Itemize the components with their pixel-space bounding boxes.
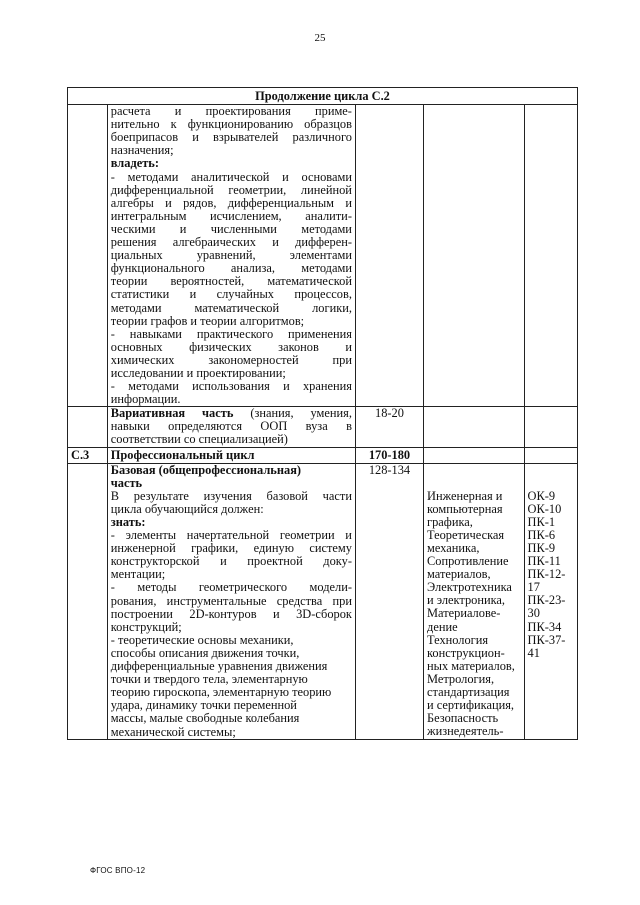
text-line: конструкций;: [110, 619, 182, 634]
competency-code: ПК-11: [527, 554, 561, 569]
text-line: цикла обучающийся должен:: [110, 501, 264, 516]
text-line: циальных уравнений, элементами: [110, 248, 352, 263]
text-line: назначения;: [110, 143, 174, 158]
text-line: решения алгебраических и дифферен-: [110, 235, 352, 250]
text-line: - элементы начертательной геометрии и: [110, 528, 352, 543]
discipline-line: материалов,: [427, 567, 491, 582]
continuation-row: [68, 105, 578, 407]
discipline-line: Безопасность: [427, 711, 499, 726]
professional-cycle-row: [68, 447, 578, 463]
page-number: 25: [314, 32, 326, 44]
text-line: массы, малые свободные колебания: [110, 711, 300, 726]
cycle-code: С.3: [68, 447, 108, 463]
text-line: механической системы;: [110, 724, 236, 739]
text-line: интегральным исчислением, аналити-: [110, 208, 352, 223]
text-line: дифференциальные уравнения движения: [110, 659, 328, 674]
text-line: (знания, умения,: [233, 406, 352, 421]
text-line: - методами аналитической и основами: [110, 169, 352, 184]
discipline-line: Материалове-: [427, 606, 501, 621]
competencies-cell: [524, 105, 577, 407]
base-part-row: [68, 463, 578, 739]
discipline-line: Сопротивление: [427, 554, 509, 569]
variative-hours: 18-20: [355, 407, 423, 447]
curriculum-table: [67, 87, 578, 740]
text-line: функционального анализа, методами: [110, 261, 352, 276]
code-cell: [68, 407, 108, 447]
variative-title: Вариативная часть: [110, 406, 234, 421]
discipline-line: жизнедеятель-: [427, 724, 504, 739]
text-line: исследовании и проектировании;: [110, 365, 286, 380]
text-line: способы описания движения точки,: [110, 645, 300, 660]
disciplines-cell: [424, 447, 525, 463]
discipline-line: компьютерная: [427, 501, 503, 516]
competency-code: ПК-34: [527, 619, 562, 634]
text-line: статистики и случайных процессов,: [110, 287, 352, 302]
base-text-cell: [107, 463, 355, 739]
discipline-line: Электротехника: [427, 580, 512, 595]
text-line: химических закономерностей при: [110, 352, 352, 367]
base-hours: 128-134: [355, 463, 423, 739]
hours-cell: [355, 105, 423, 407]
discipline-line: механика,: [427, 541, 480, 555]
text-line: конструкторской и проектной доку-: [110, 554, 352, 569]
text-line: точки и твердого тела, элементарную: [110, 672, 308, 687]
text-line: - методами использования и хранения: [110, 379, 352, 394]
competency-code: ПК-23-30: [527, 593, 566, 621]
text-line: ческими и численными методами: [110, 221, 352, 236]
base-title: часть: [110, 475, 143, 490]
discipline-line: графика,: [427, 514, 473, 529]
text-line: - методы геометрического модели-: [110, 580, 352, 595]
text-line: навыки определяются ООП вуза в: [110, 419, 352, 434]
text-line: ментации;: [110, 567, 166, 582]
discipline-line: Теоретическая: [427, 527, 505, 542]
text-line: теорию гироскопа, элементарную теорию: [110, 685, 332, 700]
code-cell: [68, 105, 108, 407]
text-line: дифференциальной геометрии, линейной: [110, 182, 352, 197]
code-cell: [68, 463, 108, 739]
table-header-row: [68, 88, 578, 105]
text-line: рования, инструментальные средства при: [110, 593, 352, 608]
disciplines-cell: [424, 463, 525, 739]
text-line: - навыками практического применения: [110, 326, 352, 341]
table-caption: Продолжение цикла С.2: [68, 88, 578, 105]
text-line: основных физических законов и: [110, 339, 352, 354]
competency-code: ОК-10: [527, 501, 562, 516]
text-line: теории графов и теории алгоритмов;: [110, 313, 305, 328]
competencies-cell: [524, 407, 577, 447]
competencies-cell: [524, 447, 577, 463]
variative-text-cell: [107, 407, 355, 447]
text-line: удара, динамику точки переменной: [110, 698, 297, 713]
competencies-cell: [524, 463, 577, 739]
discipline-line: Инженерная и: [427, 488, 503, 503]
discipline-line: ных материалов,: [427, 658, 515, 673]
competency-code: ОК-9: [527, 488, 556, 503]
text-line: расчета и проектирования приме-: [110, 104, 352, 119]
text-line: соответствии со специализацией): [110, 432, 288, 447]
variative-row: [68, 407, 578, 447]
competency-code: ПК-1: [527, 514, 556, 529]
text-line: информации.: [110, 392, 181, 407]
discipline-line: и сертификация,: [427, 698, 515, 713]
document-footer: ФГОС ВПО-12: [90, 866, 146, 875]
disciplines-cell: [424, 407, 525, 447]
competency-text-cell: [107, 105, 355, 407]
discipline-line: конструкцион-: [427, 645, 505, 660]
disciplines-cell: [424, 105, 525, 407]
text-line: боеприпасов и взрывателей различного: [110, 130, 352, 145]
base-title: Базовая (общепрофессиональная): [110, 462, 302, 477]
section-heading: знать:: [110, 515, 146, 529]
text-line: алгебры и рядов, дифференциальным и: [110, 195, 352, 210]
cycle-title: Профессиональный цикл: [107, 447, 355, 463]
text-line: построении 2D-контуров и 3D-сборок: [110, 606, 352, 621]
section-heading: владеть:: [110, 156, 159, 171]
text-line: инженерной графики, единую систему: [110, 541, 352, 556]
discipline-line: стандартизация: [427, 685, 510, 700]
discipline-line: дение: [427, 619, 458, 634]
text-line: теории вероятностей, математической: [110, 274, 352, 289]
text-line: В результате изучения базовой части: [110, 488, 352, 503]
text-line: - теоретические основы механики,: [110, 632, 294, 647]
competency-code: ПК-37-41: [527, 632, 566, 660]
discipline-line: и электроника,: [427, 593, 506, 608]
text-line: нительно к функционированию образцов: [110, 117, 352, 132]
discipline-line: Метрология,: [427, 671, 495, 686]
competency-code: ПК-9: [527, 541, 556, 555]
discipline-line: Технология: [427, 632, 489, 647]
competency-code: ПК-12-17: [527, 567, 566, 595]
competency-code: ПК-6: [527, 527, 556, 542]
text-line: методами математической логики,: [110, 300, 352, 315]
cycle-hours: 170-180: [355, 447, 423, 463]
